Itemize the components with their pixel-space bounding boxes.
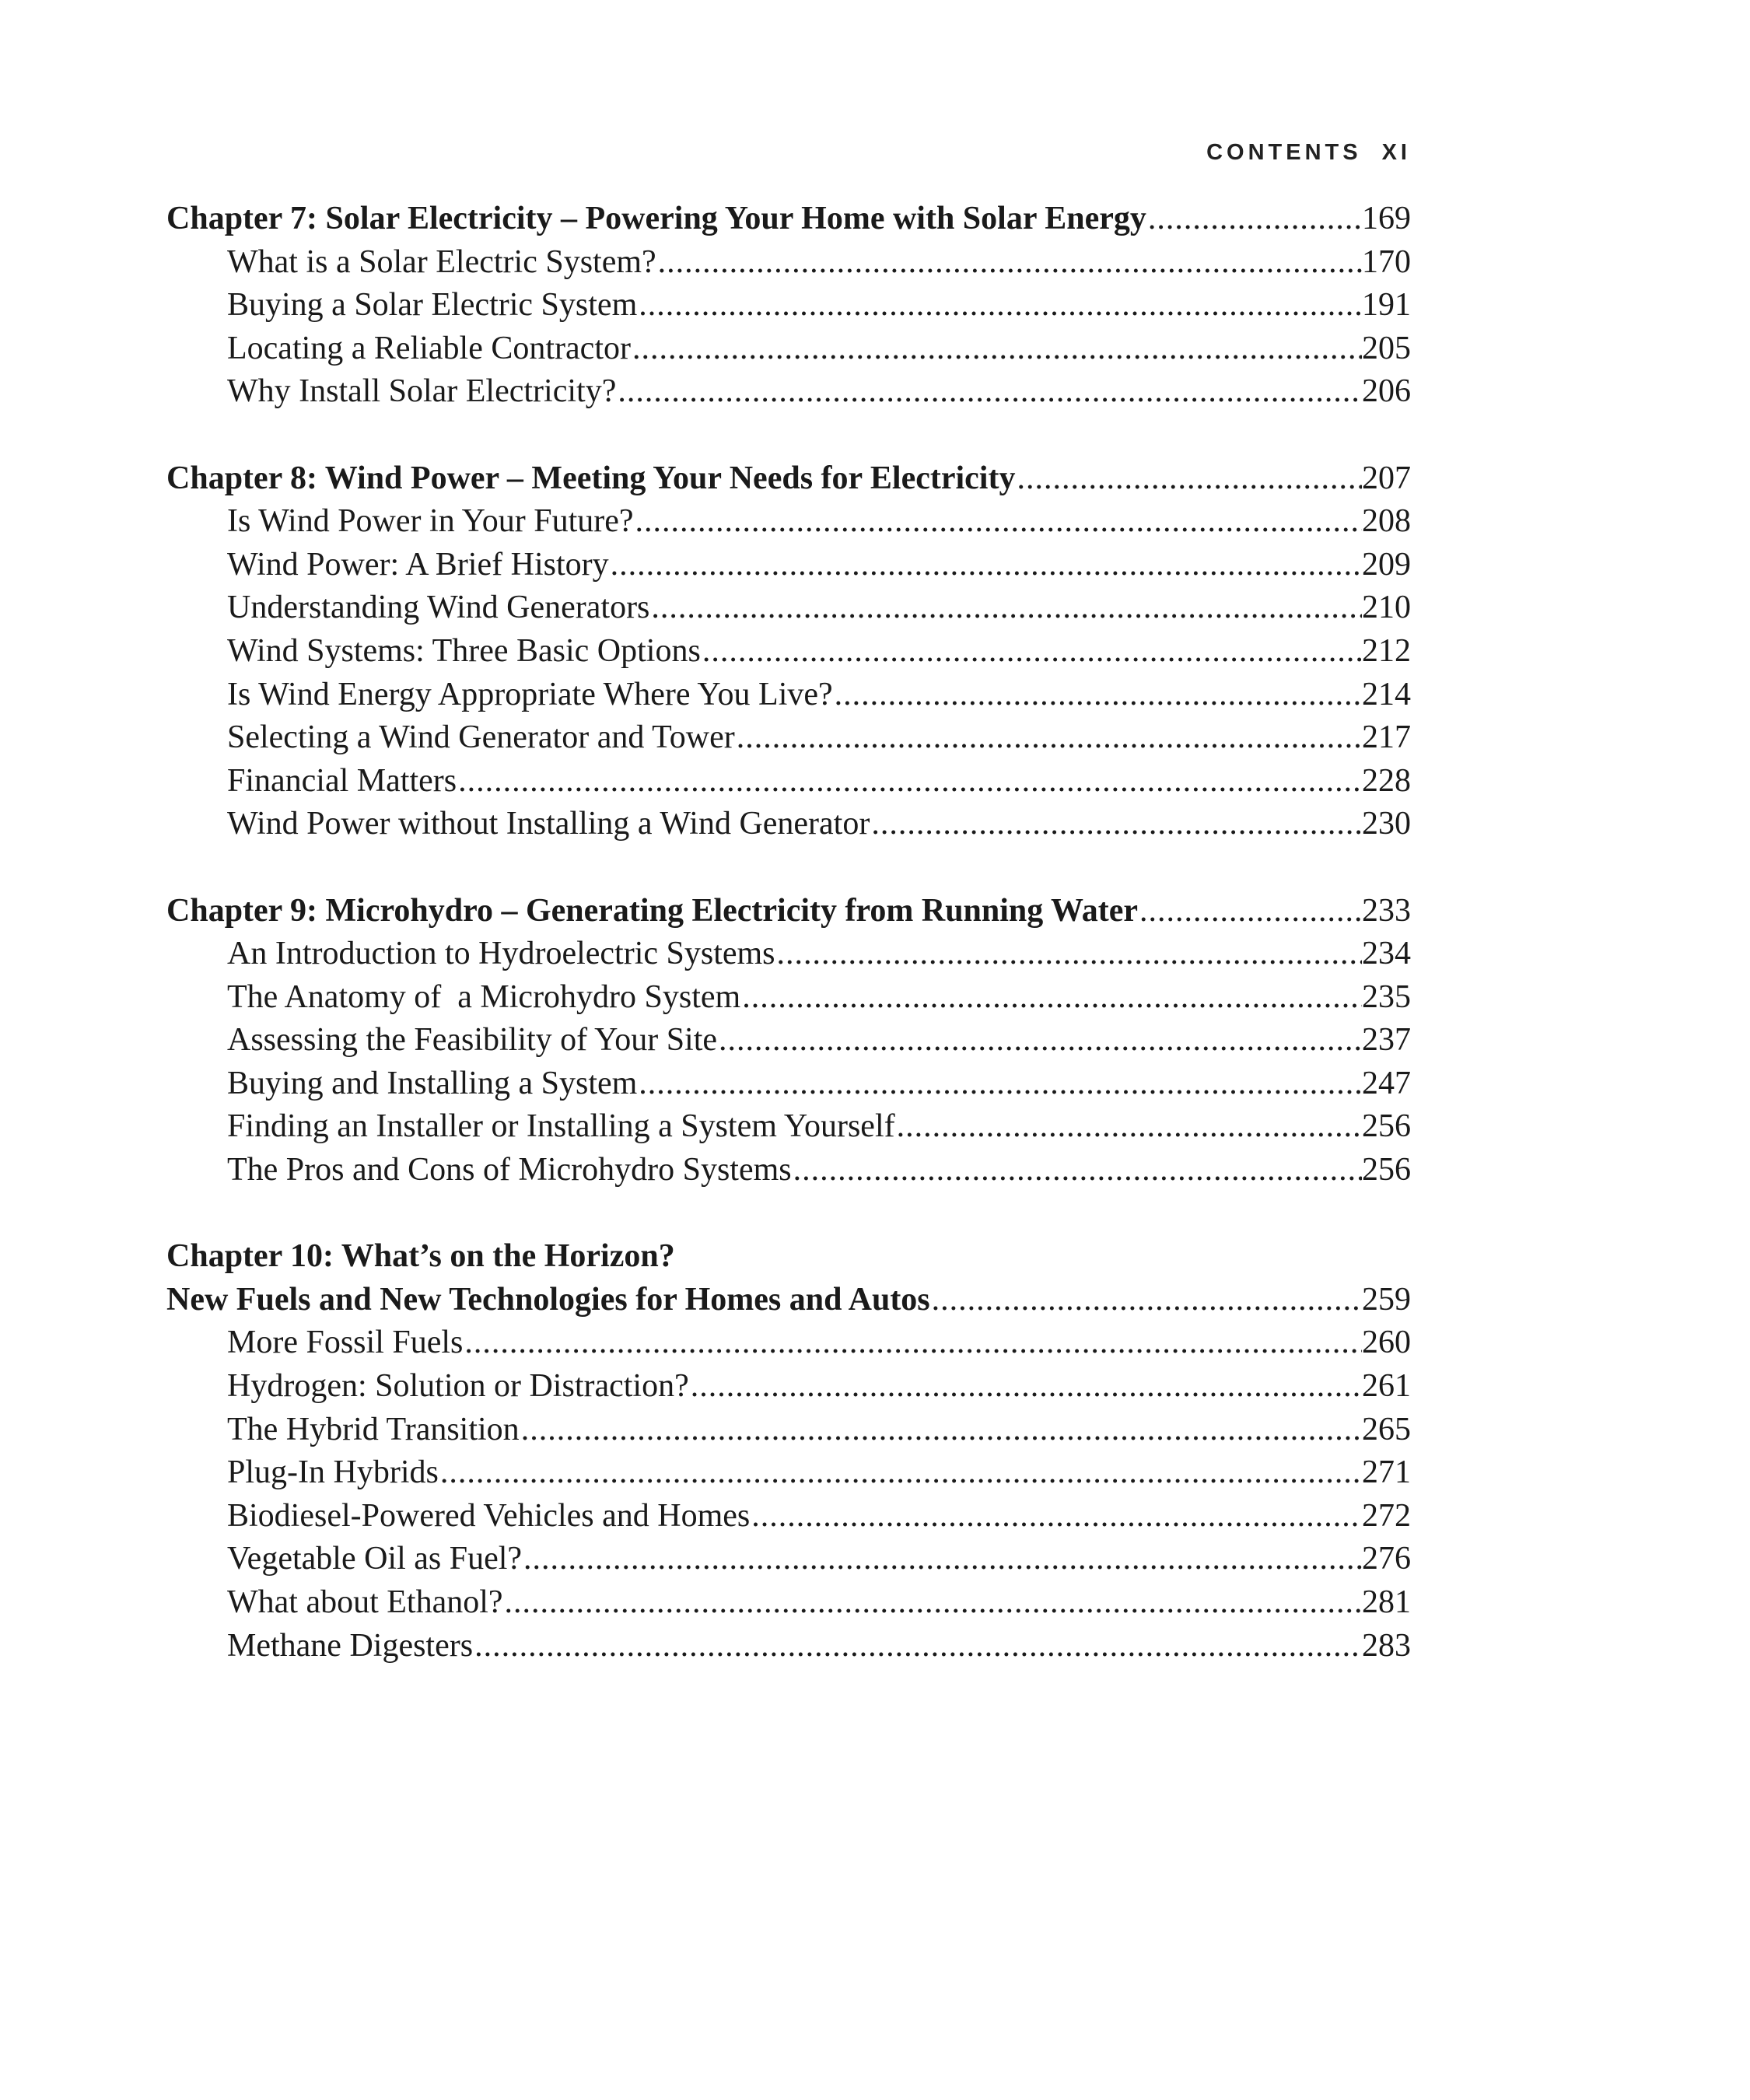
- page-number: 271: [1362, 1454, 1411, 1491]
- toc-section[interactable]: [166, 327, 1411, 371]
- table-of-contents: [166, 198, 1411, 1668]
- section-title: The Pros and Cons of Microhydro Systems: [227, 1152, 792, 1188]
- page-number: 209: [1362, 546, 1411, 583]
- page-number: 169: [1362, 201, 1411, 236]
- page-number: 208: [1362, 503, 1411, 540]
- toc-section[interactable]: [166, 674, 1411, 717]
- dot-leader: [634, 500, 1362, 544]
- page-number: 217: [1362, 719, 1411, 756]
- dot-leader: [463, 1321, 1362, 1365]
- toc-section[interactable]: [166, 630, 1411, 674]
- page-number: 265: [1362, 1411, 1411, 1447]
- dot-leader: [833, 674, 1362, 717]
- dot-leader: [616, 370, 1362, 414]
- dot-leader: [1138, 890, 1362, 933]
- dot-leader: [656, 241, 1362, 285]
- section-title: Selecting a Wind Generator and Tower: [227, 719, 735, 756]
- section-title: Wind Power: A Brief History: [227, 546, 609, 583]
- toc-section[interactable]: [166, 1365, 1411, 1409]
- page-number: 205: [1362, 330, 1411, 366]
- toc-section[interactable]: [166, 1625, 1411, 1668]
- section-title: An Introduction to Hydroelectric Systems: [227, 936, 775, 972]
- page-number: 281: [1362, 1584, 1411, 1620]
- toc-section[interactable]: [166, 716, 1411, 760]
- chapter-spacer: [166, 414, 1411, 457]
- dot-leader: [1146, 198, 1362, 241]
- toc-section[interactable]: [166, 1321, 1411, 1365]
- toc-chapter-10-heading[interactable]: [166, 1235, 1411, 1279]
- section-title: Biodiesel-Powered Vehicles and Homes: [227, 1497, 751, 1534]
- page-number: 247: [1362, 1065, 1411, 1101]
- toc-section[interactable]: [166, 1105, 1411, 1149]
- page-number: 234: [1362, 936, 1411, 972]
- toc-section[interactable]: [166, 1538, 1411, 1581]
- dot-leader: [870, 803, 1362, 846]
- toc-section[interactable]: [166, 586, 1411, 630]
- toc-chapter-8[interactable]: [166, 457, 1411, 501]
- section-title: Methane Digesters: [227, 1627, 474, 1664]
- toc-section[interactable]: [166, 500, 1411, 544]
- section-title: The Anatomy of a Microhydro System: [227, 978, 741, 1015]
- section-title: Plug-In Hybrids: [227, 1454, 439, 1491]
- section-title: Buying a Solar Electric System: [227, 287, 638, 324]
- section-title: Finding an Installer or Installing a System Yourself: [227, 1108, 895, 1145]
- toc-section[interactable]: [166, 370, 1411, 414]
- section-title: Is Wind Power in Your Future?: [227, 503, 634, 540]
- section-title: Is Wind Energy Appropriate Where You Live?: [227, 676, 833, 712]
- toc-section[interactable]: [166, 1409, 1411, 1452]
- toc-chapter-9[interactable]: [166, 890, 1411, 933]
- chapter-heading: Chapter 10: What’s on the Horizon?: [166, 1238, 675, 1275]
- section-title: Assessing the Feasibility of Your Site: [227, 1022, 718, 1059]
- dot-leader: [717, 1019, 1362, 1062]
- chapter-title: Chapter 7: Solar Electricity – Powering Your Home with Solar Energy: [166, 201, 1146, 236]
- page-number: 237: [1362, 1022, 1411, 1059]
- page-number: 170: [1362, 243, 1411, 280]
- dot-leader: [473, 1625, 1362, 1668]
- page-number: 214: [1362, 676, 1411, 712]
- dot-leader: [649, 586, 1362, 630]
- section-title: Financial Matters: [227, 762, 457, 799]
- page-number: 206: [1362, 373, 1411, 410]
- page-number: 283: [1362, 1627, 1411, 1664]
- dot-leader: [735, 716, 1362, 760]
- page-number: 207: [1362, 460, 1411, 496]
- section-title: More Fossil Fuels: [227, 1325, 464, 1361]
- chapter-title: Chapter 9: Microhydro – Generating Electricity from Running Water: [166, 892, 1138, 929]
- section-title: Why Install Solar Electricity?: [227, 373, 617, 410]
- page-number: 260: [1362, 1325, 1411, 1361]
- dot-leader: [792, 1149, 1362, 1192]
- page-number: 228: [1362, 762, 1411, 799]
- dot-leader: [637, 1062, 1362, 1106]
- chapter-title: Chapter 8: Wind Power – Meeting Your Needs for Electricity: [166, 460, 1016, 496]
- page-folio: XI: [1381, 140, 1411, 165]
- page-number: 261: [1362, 1368, 1411, 1405]
- dot-leader: [631, 327, 1362, 371]
- chapter-title: New Fuels and New Technologies for Homes and Autos: [166, 1281, 930, 1318]
- toc-section[interactable]: [166, 760, 1411, 803]
- dot-leader: [520, 1409, 1362, 1452]
- dot-leader: [689, 1365, 1362, 1409]
- dot-leader: [609, 544, 1362, 587]
- dot-leader: [439, 1451, 1362, 1495]
- toc-section[interactable]: [166, 1581, 1411, 1625]
- section-title: Hydrogen: Solution or Distraction?: [227, 1368, 689, 1405]
- dot-leader: [457, 760, 1362, 803]
- dot-leader: [1015, 457, 1362, 501]
- toc-section[interactable]: [166, 1019, 1411, 1062]
- page-number: 233: [1362, 892, 1411, 929]
- dot-leader: [503, 1581, 1362, 1625]
- toc-section[interactable]: [166, 933, 1411, 976]
- section-title: Understanding Wind Generators: [227, 590, 650, 626]
- page-number: 191: [1362, 287, 1411, 324]
- toc-section[interactable]: [166, 1451, 1411, 1495]
- dot-leader: [522, 1538, 1362, 1581]
- running-head: [1206, 140, 1411, 166]
- page-number: 212: [1362, 632, 1411, 669]
- toc-section[interactable]: [166, 803, 1411, 846]
- page-number: 210: [1362, 590, 1411, 626]
- running-head-label: CONTENTS: [1206, 140, 1362, 165]
- section-title: What is a Solar Electric System?: [227, 243, 656, 280]
- chapter-spacer: [166, 846, 1411, 890]
- page-number: 256: [1362, 1152, 1411, 1188]
- dot-leader: [930, 1279, 1362, 1322]
- section-title: What about Ethanol?: [227, 1584, 503, 1620]
- dot-leader: [637, 284, 1362, 327]
- dot-leader: [775, 933, 1362, 976]
- page-number: 259: [1362, 1281, 1411, 1318]
- toc-section[interactable]: [166, 544, 1411, 587]
- page-number: 256: [1362, 1108, 1411, 1145]
- dot-leader: [750, 1495, 1362, 1538]
- section-title: Locating a Reliable Contractor: [227, 330, 631, 366]
- section-title: Wind Systems: Three Basic Options: [227, 632, 701, 669]
- dot-leader: [740, 976, 1362, 1020]
- page-number: 272: [1362, 1497, 1411, 1534]
- toc-section[interactable]: [166, 976, 1411, 1020]
- toc-section[interactable]: [166, 241, 1411, 285]
- toc-section[interactable]: [166, 1149, 1411, 1192]
- page-number: 235: [1362, 978, 1411, 1015]
- section-title: Wind Power without Installing a Wind Generator: [227, 806, 870, 842]
- toc-section[interactable]: [166, 284, 1411, 327]
- chapter-spacer: [166, 1192, 1411, 1236]
- toc-section[interactable]: [166, 1062, 1411, 1106]
- page-number: 276: [1362, 1541, 1411, 1577]
- section-title: The Hybrid Transition: [227, 1411, 520, 1447]
- section-title: Vegetable Oil as Fuel?: [227, 1541, 523, 1577]
- dot-leader: [895, 1105, 1362, 1149]
- toc-section[interactable]: [166, 1495, 1411, 1538]
- toc-chapter-7[interactable]: [166, 198, 1411, 241]
- dot-leader: [701, 630, 1362, 674]
- section-title: Buying and Installing a System: [227, 1065, 638, 1101]
- toc-chapter-10[interactable]: [166, 1279, 1411, 1322]
- page-number: 230: [1362, 806, 1411, 842]
